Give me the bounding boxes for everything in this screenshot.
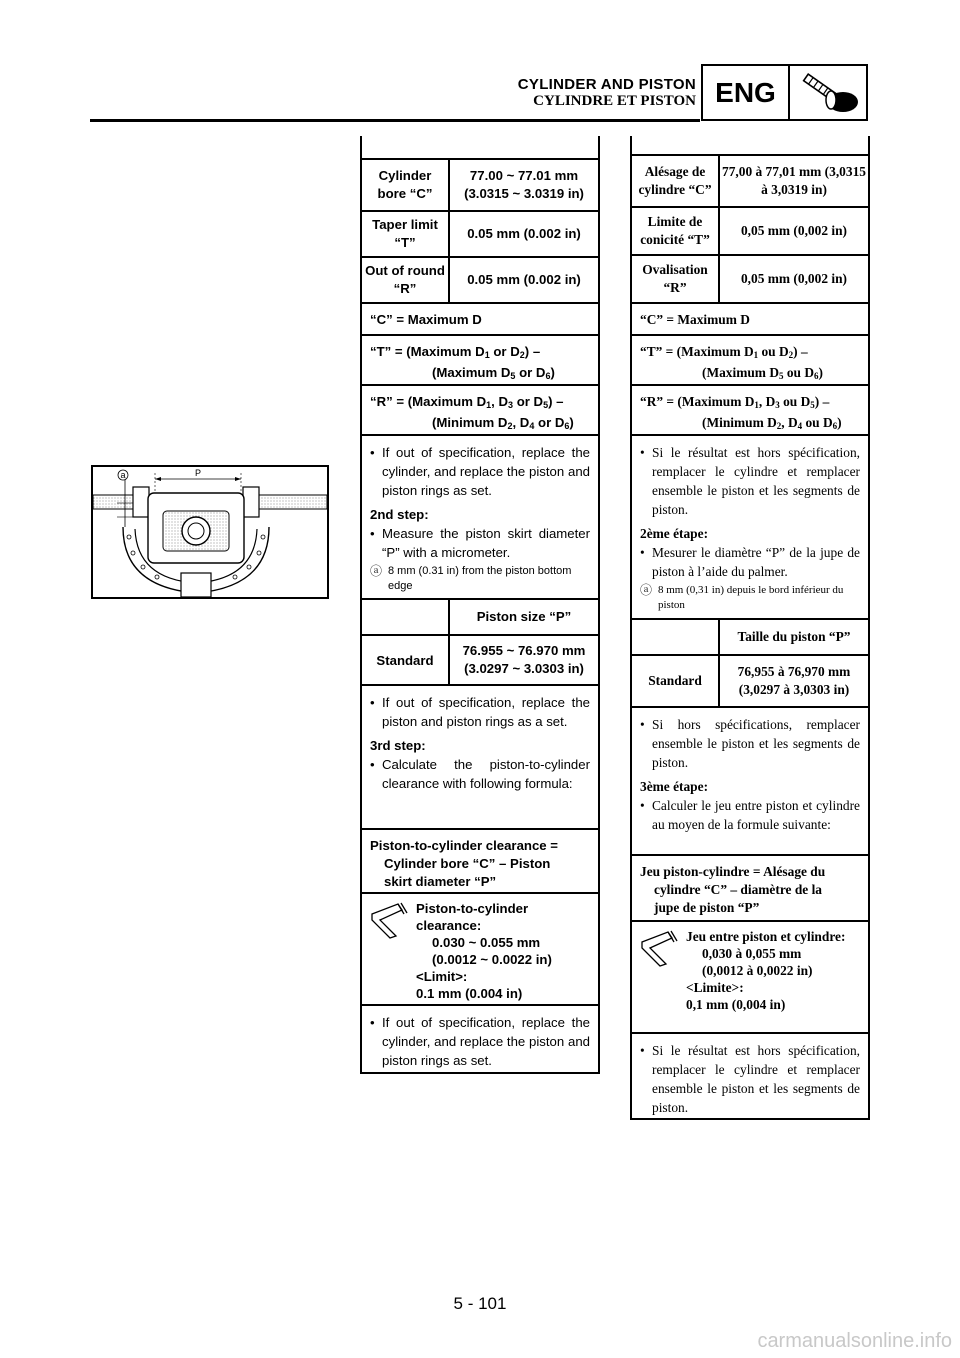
formula-c: “C” = Maximum D	[362, 304, 598, 336]
spec-key: Limite de conicité “T”	[632, 208, 720, 254]
formula-c: “C” = Maximum D	[632, 304, 868, 336]
bullet-replace-piston: • Si hors spécifications, remplacer ensemble le piston et les segments de piston.	[640, 717, 860, 770]
formula-r: “R” = (Maximum $D_1$, $D_3$ ou $D_5$) – (Minimum $D_2$, $D_4$ ou $D_6$)	[632, 386, 868, 436]
formula-t: “T” = (Maximum $D_1$ or $D_2$) – (Maximum $D_5$ or $D_6$)	[362, 336, 598, 386]
spec-row-taper-limit	[362, 212, 598, 258]
clearance-formula: Piston-to-cylinder clearance = Cylinder bore “C” – Piston skirt diameter “P”	[362, 830, 598, 894]
piston-size-standard: Standard 76,955 à 76,970 mm (3,0297 à 3,0303 in)	[632, 656, 868, 708]
spec-row-out-of-round	[362, 258, 598, 304]
spec-key: Alésage de cylindre “C”	[632, 156, 720, 206]
section-title-fr: CYLINDRE ET PISTON	[533, 93, 696, 109]
bullet-replace-piston: • If out of specification, replace the piston and piston rings as a set.	[370, 695, 590, 729]
step-2-title: 2ème étape:	[640, 526, 709, 541]
piston-size-standard: Standard 76.955 ~ 76.970 mm (3.0297 ~ 3.0303 in)	[362, 636, 598, 686]
spec-value: 0.05 mm (0.002 in)	[467, 226, 581, 241]
page-number: 5 - 101	[453, 1294, 507, 1313]
bullet-replace-cylinder: • If out of specification, replace the cylinder, and replace the piston and piston rings as set.	[370, 445, 590, 498]
clearance-limit-box: Jeu entre piston et cylindre: 0,030 à 0,055 mm (0,0012 à 0,0022 in) <Limite>: 0,1 mm (0,004 in)	[632, 922, 868, 1034]
bullet-replace-set: • If out of specification, replace the cylinder, and replace the piston and piston rings as set.	[370, 1015, 590, 1068]
caliper-icon	[638, 928, 686, 1024]
formula-r: “R” = (Maximum $D_1$, $D_3$ or $D_5$) – (Minimum $D_2$, $D_4$ or $D_6$)	[362, 386, 598, 436]
spec-row-cylinder-bore	[362, 160, 598, 212]
section-title	[518, 76, 696, 109]
bullet-measure-skirt: • Measure the piston skirt diameter “P” with a micrometer.	[370, 526, 590, 560]
piston-size-header: Piston size “P”	[362, 600, 598, 636]
section-title-en: CYLINDER AND PISTON	[517, 76, 696, 93]
column-top-spacer	[632, 136, 868, 156]
french-column	[630, 136, 870, 1120]
note-a: ⓐ 8 mm (0,31 in) depuis le bord inférieur du piston	[640, 583, 844, 611]
piston-size-header: Taille du piston “P”	[632, 620, 868, 656]
column-top-spacer	[362, 136, 598, 160]
spec-row-conicite	[632, 208, 868, 256]
bullet-measure-skirt: • Mesurer le diamètre “P” de la jupe de piston à l’aide du palmer.	[640, 545, 860, 579]
spec-value: 77,00 à 77,01 mm (3,0315 à 3,0319 in)	[722, 164, 866, 197]
note-a: ⓐ 8 mm (0.31 in) from the piston bottom edge	[370, 564, 572, 592]
section-label: ENG	[703, 66, 790, 119]
caliper-icon	[368, 900, 416, 996]
step-3-title: 3rd step:	[370, 738, 426, 753]
bullet-calculate-clearance: • Calculer le jeu entre piston et cylindre au moyen de la formule suivante:	[640, 798, 860, 832]
spec-key: Out of round “R”	[362, 258, 450, 302]
spec-row-alesage	[632, 156, 868, 208]
figure-label-p: P	[194, 468, 202, 478]
formula-t: “T” = (Maximum $D_1$ ou $D_2$) – (Maximum $D_5$ ou $D_6$)	[632, 336, 868, 386]
final-bullet-block	[632, 1034, 868, 1120]
bullet-replace-set: • Si le résultat est hors spécification, remplacer le cylindre et remplacer ensemble le piston et les segments de piston.	[640, 1043, 860, 1115]
clearance-formula: Jeu piston-cylindre = Alésage du cylindre “C” – diamètre de la jupe de piston “P”	[632, 856, 868, 922]
spec-key: Cylinder bore “C”	[362, 160, 450, 210]
step-2-block	[632, 436, 868, 620]
spec-value: 0,05 mm (0,002 in)	[740, 271, 847, 286]
header-rule	[90, 119, 700, 122]
spec-value: 0,05 mm (0,002 in)	[740, 223, 847, 238]
engine-wrench-icon	[790, 66, 866, 119]
watermark: carmanualsonline.info	[757, 1330, 952, 1352]
bullet-replace-cylinder: • Si le résultat est hors spécification, remplacer le cylindre et remplacer ensemble le piston et les segments de piston.	[640, 445, 860, 517]
step-2-block	[362, 436, 598, 600]
step-3-title: 3ème étape:	[640, 779, 709, 794]
step-3-block	[632, 708, 868, 856]
english-column	[360, 136, 600, 1074]
spec-value: 0.05 mm (0.002 in)	[467, 272, 581, 287]
step-2-title: 2nd step:	[370, 507, 429, 522]
step-3-block	[362, 686, 598, 830]
bullet-calculate-clearance: • Calculate the piston-to-cylinder clearance with following formula:	[370, 757, 590, 791]
spec-value: 77.00 ~ 77.01 mm (3.0315 ~ 3.0319 in)	[464, 168, 584, 201]
spec-key: Taper limit “T”	[362, 212, 450, 256]
clearance-limit-box: Piston-to-cylinder clearance: 0.030 ~ 0.055 mm (0.0012 ~ 0.0022 in) <Limit>: 0.1 mm (0.004 in)	[362, 894, 598, 1006]
figure-label-a: a	[120, 470, 126, 480]
micrometer-illustration	[91, 465, 329, 599]
section-tab	[701, 64, 868, 121]
spec-row-ovalisation	[632, 256, 868, 304]
final-bullet-block	[362, 1006, 598, 1074]
spec-key: Ovalisation “R”	[632, 256, 720, 302]
